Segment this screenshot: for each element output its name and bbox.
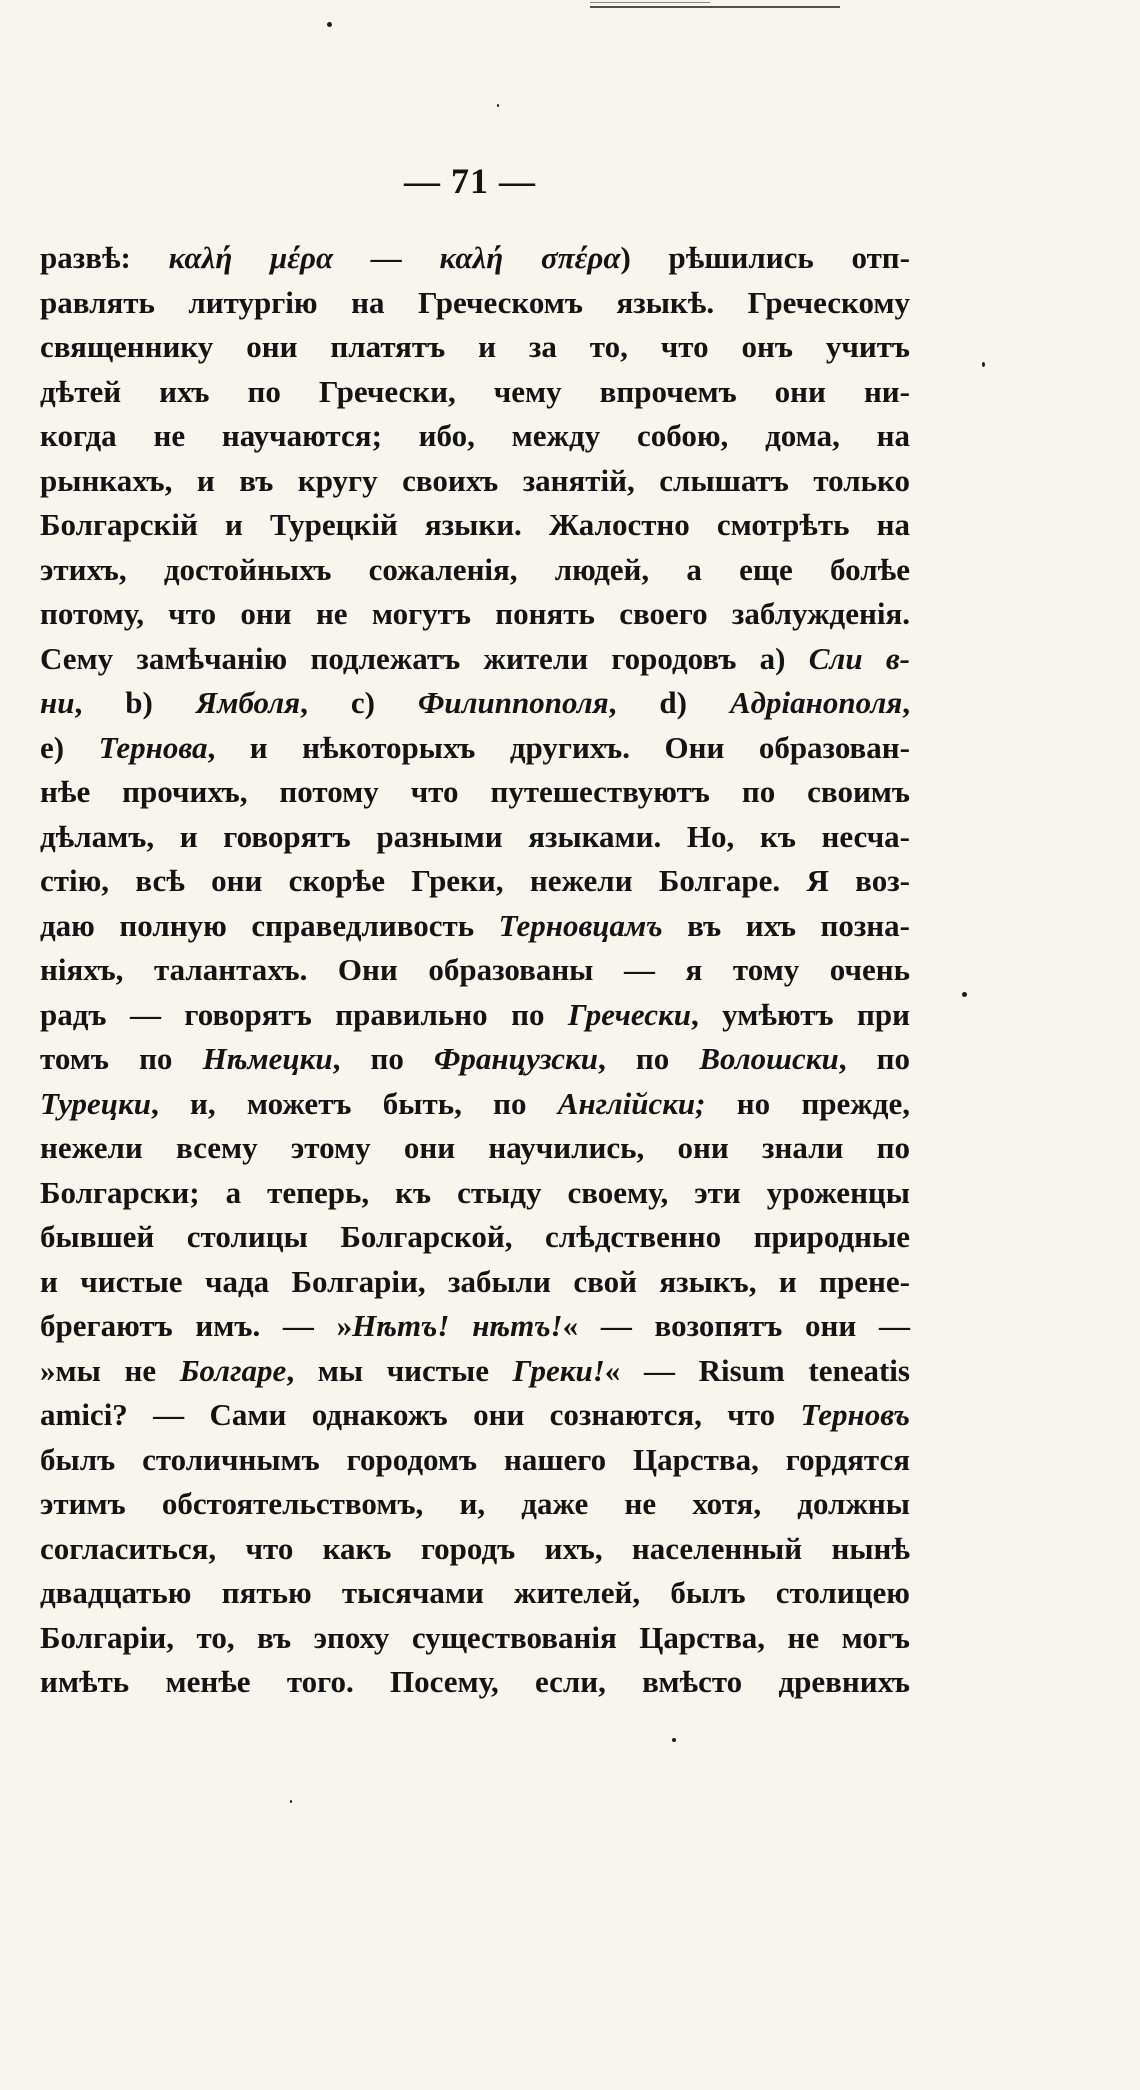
text-line: [40, 637, 910, 682]
italic-text: Греки!: [512, 1352, 605, 1388]
text-segment: дѣтей ихъ по Гречески, чему впрочемъ они ни-: [40, 373, 910, 409]
text-line: [40, 1349, 910, 1394]
text-segment: и чистые чада Болгаріи, забыли свой языкъ, и прене-: [40, 1263, 910, 1299]
text-line: [40, 726, 910, 771]
text-segment: двадцатью пятью тысячами жителей, былъ столицею: [40, 1575, 910, 1610]
text-line: [40, 370, 910, 415]
text-segment: « — возопятъ они —: [562, 1308, 910, 1343]
text-line: [40, 548, 910, 593]
text-segment: , b): [74, 685, 196, 720]
text-line: [40, 1571, 910, 1616]
italic-text: Болгаре: [179, 1352, 287, 1388]
text-line: [40, 770, 910, 815]
text-segment: e): [40, 729, 99, 765]
ink-speck: [290, 1800, 292, 1803]
italic-text: Волошски: [699, 1041, 839, 1076]
text-segment: , по: [597, 1041, 700, 1076]
text-segment: , d): [608, 685, 730, 720]
text-segment: потому, что они не могутъ понять своего заблужденія.: [40, 596, 910, 631]
text-line: [40, 993, 910, 1038]
text-segment: бывшей столицы Болгарской, слѣдственно природные: [40, 1219, 910, 1254]
text-line: [40, 459, 910, 504]
text-segment: рынкахъ, и въ кругу своихъ занятій, слышатъ только: [40, 462, 910, 498]
text-segment: ніяхъ, талантахъ. Они образованы — я тому очень: [40, 952, 910, 987]
text-line: [40, 681, 910, 726]
text-segment: ) рѣшились отп-: [620, 240, 910, 275]
italic-text: Нѣтъ! нѣтъ!: [352, 1308, 563, 1343]
text-segment: »мы не: [40, 1352, 180, 1388]
top-rule-short: [590, 2, 710, 3]
text-segment: стію, всѣ они скорѣе Греки, нежели Болгаре. Я воз-: [40, 863, 910, 898]
text-segment: , и, можетъ быть, по: [151, 1085, 558, 1121]
text-segment: этимъ обстоятельствомъ, и, даже не хотя, должны: [40, 1486, 910, 1521]
text-line: [40, 414, 910, 459]
text-segment: согласиться, что какъ городъ ихъ, населенный нынѣ: [40, 1530, 910, 1566]
text-line: [40, 1171, 910, 1216]
text-segment: , мы чистые: [286, 1352, 513, 1388]
text-segment: брегаютъ имъ. — »: [40, 1308, 353, 1343]
text-line: [40, 1482, 910, 1527]
text-segment: даю полную справедливость: [40, 907, 499, 943]
text-segment: былъ столичнымъ городомъ нашего Царства, гордятся: [40, 1441, 910, 1477]
text-segment: этихъ, достойныхъ сожаленія, людей, а еще болѣе: [40, 551, 910, 587]
ink-speck: [497, 104, 499, 107]
text-line: [40, 1616, 910, 1661]
text-segment: Болгарскій и Турецкій языки. Жалостно смотрѣть на: [40, 507, 910, 542]
text-line: [40, 815, 910, 860]
text-line: [40, 1304, 910, 1349]
ink-speck: [982, 362, 985, 367]
text-segment: дѣламъ, и говорятъ разными языками. Но, къ несча-: [40, 818, 910, 854]
text-segment: когда не научаются; ибо, между собою, дома, на: [40, 418, 910, 453]
text-segment: но прежде,: [705, 1085, 910, 1121]
italic-text: Филиппополя: [418, 685, 609, 720]
ink-speck: [327, 22, 332, 27]
italic-text: Англійски;: [557, 1085, 706, 1121]
text-line: [40, 904, 910, 949]
text-segment: нежели всему этому они научились, они знали по: [40, 1130, 910, 1165]
text-segment: , c): [300, 685, 419, 720]
text-segment: amici? — Сами однакожъ они сознаются, что: [40, 1397, 801, 1432]
italic-text: Гречески: [567, 996, 691, 1032]
text-line: [40, 236, 910, 281]
text-segment: Сему замѣчанію подлежатъ жители городовъ a): [40, 640, 809, 676]
text-line: [40, 592, 910, 637]
italic-text: Сли в-: [808, 640, 910, 676]
ink-speck: [672, 1738, 676, 1742]
text-line: [40, 1126, 910, 1171]
text-segment: , и нѣкоторыхъ другихъ. Они образован-: [207, 729, 910, 765]
italic-text: Нѣмецки: [202, 1041, 333, 1076]
text-segment: , умѣютъ при: [690, 996, 910, 1032]
text-segment: Болгарски; а теперь, къ стыду своему, эти уроженцы: [40, 1174, 910, 1210]
text-segment: имѣть менѣе того. Посему, если, вмѣсто древнихъ: [40, 1664, 910, 1699]
text-segment: , по: [838, 1041, 910, 1076]
ink-speck: [962, 992, 967, 997]
text-line: [40, 1082, 910, 1127]
top-rule: [590, 6, 840, 8]
italic-text: Адріанополя: [729, 685, 903, 720]
text-line: [40, 948, 910, 993]
text-line: [40, 503, 910, 548]
italic-text: Терновцамъ: [498, 907, 663, 943]
italic-text: Тернова: [98, 729, 208, 765]
text-line: [40, 1037, 910, 1082]
text-segment: , по: [332, 1041, 434, 1076]
text-segment: томъ по: [40, 1041, 203, 1076]
text-segment: Болгаріи, то, въ эпоху существованія Царства, не могъ: [40, 1619, 910, 1655]
italic-text: καλή μέρα — καλή σπέρα: [168, 240, 621, 275]
text-line: [40, 325, 910, 370]
italic-text: Французски: [434, 1041, 598, 1076]
text-segment: « — Risum teneatis: [604, 1352, 910, 1388]
text-segment: развѣ:: [40, 240, 169, 275]
text-line: [40, 281, 910, 326]
text-segment: ,: [902, 685, 910, 720]
text-segment: нѣе прочихъ, потому что путешествуютъ по своимъ: [40, 774, 910, 809]
text-segment: въ ихъ позна-: [662, 907, 910, 943]
text-line: [40, 1438, 910, 1483]
text-line: [40, 1260, 910, 1305]
text-line: [40, 1393, 910, 1438]
text-line: [40, 1527, 910, 1572]
text-segment: радъ — говорятъ правильно по: [40, 996, 568, 1032]
page-number: — 71 —: [404, 161, 536, 201]
italic-text: Терновъ: [800, 1397, 910, 1432]
italic-text: Турецки: [40, 1085, 151, 1121]
italic-text: Ямболя: [195, 685, 301, 720]
text-line: [40, 859, 910, 904]
italic-text: ни: [40, 685, 75, 720]
text-line: [40, 1215, 910, 1260]
text-segment: равлять литургію на Греческомъ языкѣ. Греческому: [40, 284, 910, 320]
body-text: [40, 236, 910, 1705]
text-segment: священнику они платятъ и за то, что онъ учитъ: [40, 329, 910, 364]
text-line: [40, 1660, 910, 1705]
